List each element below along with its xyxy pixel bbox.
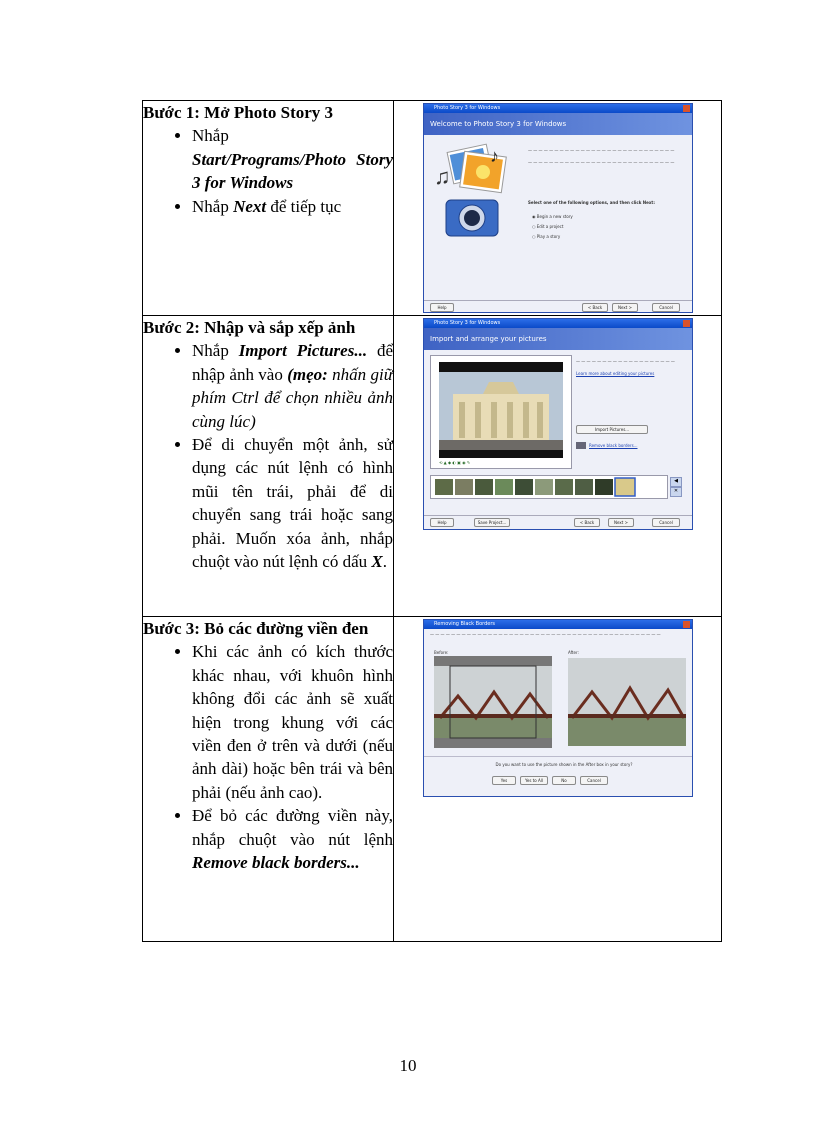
banner-title: Import and arrange your pictures: [424, 328, 692, 350]
confirm-question: Do you want to use the picture shown in the After box in your story?: [495, 762, 633, 767]
step1-bullet-2: [192, 195, 393, 218]
page-number: 10: [399, 1056, 417, 1075]
move-left-arrow-icon[interactable]: ◀: [670, 477, 682, 487]
intro-text: — — — — — — — — — — — — — — — — — — — — — — — — — — — —: [528, 148, 675, 153]
next-button[interactable]: Next >: [608, 518, 634, 527]
remove-borders-keyword: Remove black borders...: [192, 853, 360, 873]
window-title: Photo Story 3 for Windows: [424, 319, 692, 328]
no-button[interactable]: No: [552, 776, 576, 785]
step3-image-cell: [394, 617, 722, 942]
before-label: Before:: [434, 650, 449, 655]
remove-black-borders-link[interactable]: Remove black borders...: [589, 443, 638, 448]
bullet-text: Nhắp: [192, 341, 239, 361]
filmstrip-thumbnails: [431, 476, 667, 498]
delete-x-icon[interactable]: ✕: [670, 487, 682, 497]
step2-bullet-1: [192, 339, 393, 433]
after-bridge-photo: [568, 658, 686, 746]
import-pictures-button[interactable]: Import Pictures...: [576, 425, 648, 434]
next-button[interactable]: Next >: [612, 303, 638, 312]
step2-text-cell: [143, 316, 394, 617]
yes-button[interactable]: Yes: [492, 776, 516, 785]
step1-heading: Bước 1: Mở Photo Story 3: [143, 103, 334, 122]
tip-text: nhấn giữ phím Ctrl để chọn nhiều ảnh cùng lúc): [192, 364, 393, 431]
bullet-text: Nhắp: [192, 196, 234, 216]
options-prompt: Select one of the following options, and then click Next:: [528, 200, 655, 205]
instructions-text: — — — — — — — — — — — — — — — — — — —: [576, 359, 675, 364]
step2-bullets: [143, 339, 393, 573]
import-keyword: Import Pictures...: [238, 341, 368, 361]
x-keyword: X: [371, 552, 383, 572]
svg-text:♪: ♪: [490, 146, 499, 166]
bullet-text: để tiếp tục: [266, 196, 342, 216]
step1-bullet-1: [192, 124, 393, 194]
step3-text-cell: [143, 617, 394, 942]
back-button[interactable]: < Back: [574, 518, 600, 527]
steps-table: [142, 100, 722, 942]
step3-bullets: [143, 640, 393, 874]
option-edit[interactable]: ○ Edit a project: [532, 224, 564, 229]
menu-path: Start/Programs/Photo Story 3 for Windows: [192, 149, 393, 193]
preview-panel: [430, 355, 572, 469]
tip-label: (mẹo:: [287, 364, 328, 384]
close-icon: [683, 320, 690, 327]
edit-tools-icons[interactable]: ⟲ ▲ ◆ ◐ ▣ ◉ ✎: [439, 460, 471, 465]
window-title: Removing Black Borders: [424, 620, 692, 629]
bullet-text: Để bỏ các đường viền này, nhắp chuột vào nút lệnh: [192, 806, 393, 849]
cancel-button[interactable]: Cancel: [652, 518, 680, 527]
intro-text-2: — — — — — — — — — — — — — — — — — — — — — — — — — — — —: [528, 160, 675, 165]
step2-heading: Bước 2: Nhập và sắp xếp ảnh: [143, 318, 356, 337]
option-play[interactable]: ○ Play a story: [532, 234, 561, 239]
yes-to-all-button[interactable]: Yes to All: [520, 776, 548, 785]
remove-borders-icon: [576, 442, 586, 449]
save-project-button[interactable]: Save Project...: [474, 518, 510, 527]
step1-text-cell: [143, 101, 394, 316]
filmstrip: [430, 475, 668, 499]
svg-text:♫: ♫: [434, 164, 451, 189]
next-keyword: Next: [233, 196, 267, 216]
help-button[interactable]: Help: [430, 303, 454, 312]
window-title: Photo Story 3 for Windows: [424, 104, 692, 113]
welcome-window-screenshot: [423, 103, 693, 313]
bullet-text: Nhắp: [192, 126, 229, 146]
close-icon: [683, 621, 690, 628]
dialog-description: — — — — — — — — — — — — — — — — — — — — — — — — — — — — — — — — — — — — — — — — — — — —: [430, 632, 661, 637]
bullet-text: Khi các ảnh có kích thước khác nhau, với khuôn hình không đổi các ảnh sẽ xuất hiện trong khung với các viền đen ở trên và dưới (nếu ảnh dài) hoặc bên trái và bên phải (nếu ảnh cao).: [192, 642, 393, 802]
import-window-screenshot: [423, 318, 693, 530]
step2-image-cell: [394, 316, 722, 617]
opera-house-photo: [439, 362, 563, 458]
learn-more-link[interactable]: Learn more about editing your pictures: [576, 371, 655, 376]
step2-bullet-2: [192, 433, 393, 573]
step3-heading: Bước 3: Bỏ các đường viền đen: [143, 619, 369, 638]
after-label: After:: [568, 650, 579, 655]
cancel-button[interactable]: Cancel: [652, 303, 680, 312]
close-icon: [683, 105, 690, 112]
banner-title: Welcome to Photo Story 3 for Windows: [424, 113, 692, 135]
help-button[interactable]: Help: [430, 518, 454, 527]
remove-borders-window-screenshot: [423, 619, 693, 797]
preview-frame: [439, 362, 563, 458]
photo-camera-icon: [428, 142, 523, 252]
bullet-text: Để di chuyển một ảnh, sử dụng các nút lệnh có hình mũi tên trái, phải để di chuyển sang trái hoặc sang phải. Muốn xóa ảnh, nhắp chuột vào nút lệnh có dấu: [192, 435, 393, 572]
before-bridge-photo: [434, 656, 552, 748]
step3-bullet-1: [192, 640, 393, 804]
step3-bullet-2: [192, 804, 393, 874]
bullet-text: .: [382, 552, 387, 572]
cancel-button[interactable]: Cancel: [580, 776, 608, 785]
back-button[interactable]: < Back: [582, 303, 608, 312]
bullet-text: để nhập ảnh vào: [192, 341, 393, 384]
option-begin[interactable]: ◉ Begin a new story: [532, 214, 573, 219]
step1-bullets: [143, 124, 393, 218]
step1-image-cell: [394, 101, 722, 316]
